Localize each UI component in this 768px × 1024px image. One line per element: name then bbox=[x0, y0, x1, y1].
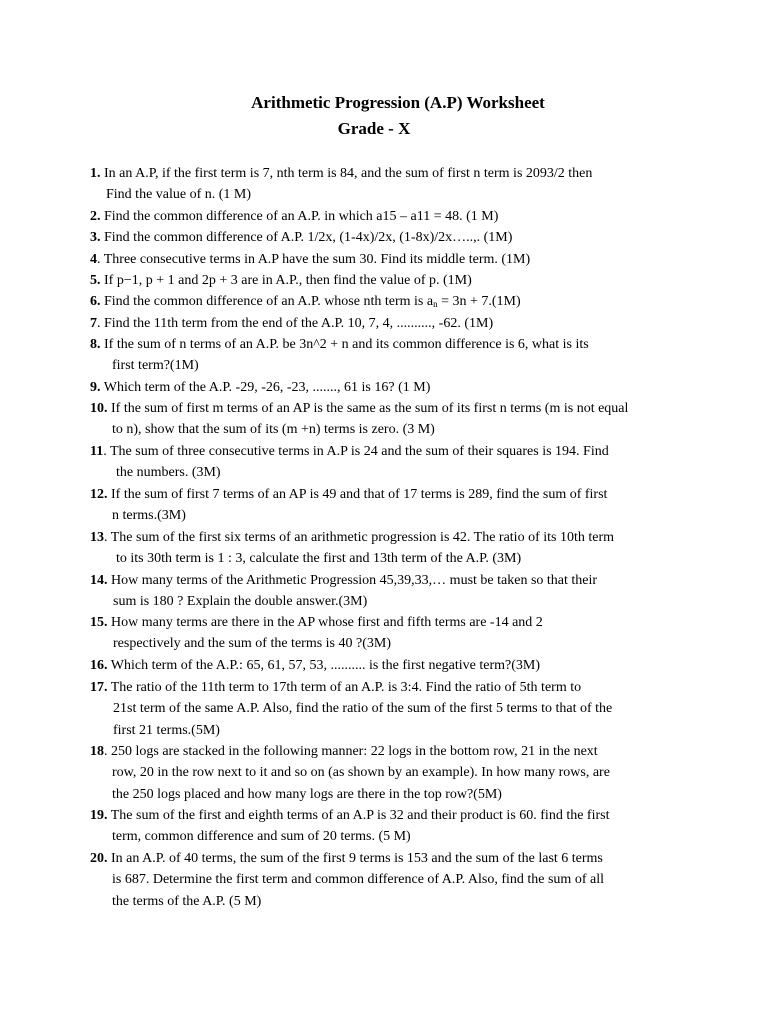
question-text-continued: the numbers. (3M) bbox=[116, 465, 221, 481]
question-text-continued: row, 20 in the row next to it and so on (as shown by an example). In how many rows, are bbox=[112, 765, 610, 781]
question-10 bbox=[90, 398, 690, 441]
question-text: The ratio of the 11th term to 17th term of an A.P. is 3:4. Find the ratio of 5th term to bbox=[107, 680, 582, 695]
question-text-continued: term, common difference and sum of 20 terms. (5 M) bbox=[112, 829, 411, 845]
page-title: Arithmetic Progression (A.P) Worksheet bbox=[251, 93, 545, 112]
question-number: 9. bbox=[90, 380, 101, 395]
question-number: 2. bbox=[90, 209, 101, 224]
question-text-continued: to its 30th term is 1 : 3, calculate the first and 13th term of the A.P. (3M) bbox=[116, 551, 522, 567]
question-text: . The sum of three consecutive terms in A.P is 24 and the sum of their squares is 194. Find bbox=[103, 444, 609, 459]
question-5 bbox=[90, 270, 690, 291]
question-16 bbox=[90, 655, 690, 676]
question-9 bbox=[90, 377, 690, 398]
question-4 bbox=[90, 249, 690, 270]
question-number: 12. bbox=[90, 487, 108, 502]
question-number: 19. bbox=[90, 808, 108, 823]
question-text-continued: respectively and the sum of the terms is 40 ?(3M) bbox=[113, 636, 391, 652]
question-text: Find the common difference of an A.P. in which a15 – a11 = 48. (1 M) bbox=[100, 209, 499, 224]
question-text: In an A.P. of 40 terms, the sum of the first 9 terms is 153 and the sum of the last 6 terms bbox=[107, 851, 603, 866]
question-text: If p−1, p + 1 and 2p + 3 are in A.P., then find the value of p. (1M) bbox=[100, 273, 472, 288]
question-19 bbox=[90, 805, 690, 848]
question-text: The sum of the first and eighth terms of an A.P is 32 and their product is 60. find the first bbox=[107, 808, 610, 823]
question-text-continued: is 687. Determine the first term and common difference of A.P. Also, find the sum of all bbox=[112, 872, 604, 888]
question-18 bbox=[90, 741, 690, 805]
question-text: In an A.P, if the first term is 7, nth term is 84, and the sum of first n term is 2093/2 then bbox=[100, 166, 593, 181]
question-number: 11 bbox=[90, 444, 104, 459]
question-text-continued: 21st term of the same A.P. Also, find the ratio of the sum of the first 5 terms to that of the bbox=[113, 701, 613, 717]
grade-label: Grade - X bbox=[337, 119, 411, 138]
question-text: Which term of the A.P. -29, -26, -23, ......., 61 is 16? (1 M) bbox=[100, 380, 431, 395]
question-2 bbox=[90, 206, 690, 227]
question-number: 15. bbox=[90, 615, 108, 630]
question-text-continued: the terms of the A.P. (5 M) bbox=[112, 893, 262, 909]
question-number: 7 bbox=[90, 316, 97, 331]
question-17 bbox=[90, 677, 690, 741]
question-text-tail: = 3n + 7.(1M) bbox=[437, 294, 521, 309]
question-number: 17. bbox=[90, 680, 108, 695]
question-text-continued: n terms.(3M) bbox=[112, 508, 186, 524]
question-number: 1. bbox=[90, 166, 101, 181]
question-text-continued: sum is 180 ? Explain the double answer.(3M) bbox=[113, 594, 368, 610]
question-text-continued: first term?(1M) bbox=[112, 358, 199, 374]
question-number: 14. bbox=[90, 573, 108, 588]
question-number: 8. bbox=[90, 337, 101, 352]
question-number: 13 bbox=[90, 530, 104, 545]
question-text: How many terms are there in the AP whose first and fifth terms are -14 and 2 bbox=[107, 615, 543, 630]
question-text: . Three consecutive terms in A.P have the sum 30. Find its middle term. (1M) bbox=[97, 252, 531, 267]
question-7 bbox=[90, 313, 690, 334]
question-number: 6. bbox=[90, 294, 101, 309]
question-6 bbox=[90, 291, 690, 312]
question-number: 10. bbox=[90, 401, 108, 416]
question-14 bbox=[90, 570, 690, 613]
question-13 bbox=[90, 527, 690, 570]
question-number: 5. bbox=[90, 273, 101, 288]
question-12 bbox=[90, 484, 690, 527]
question-text: If the sum of first 7 terms of an AP is 49 and that of 17 terms is 289, find the sum of first bbox=[107, 487, 608, 502]
question-8 bbox=[90, 334, 690, 377]
question-number: 20. bbox=[90, 851, 108, 866]
question-number: 3. bbox=[90, 230, 101, 245]
question-11 bbox=[90, 441, 690, 484]
question-text: . 250 logs are stacked in the following manner: 22 logs in the bottom row, 21 in the next bbox=[104, 744, 598, 759]
question-number: 18 bbox=[90, 744, 104, 759]
subscript-n: n bbox=[433, 299, 438, 309]
question-text: Find the common difference of A.P. 1/2x, (1-4x)/2x, (1-8x)/2x…..,. (1M) bbox=[100, 230, 513, 245]
question-number: 16. bbox=[90, 658, 108, 673]
question-text-continued: the 250 logs placed and how many logs are there in the top row?(5M) bbox=[112, 786, 502, 802]
question-text: Which term of the A.P.: 65, 61, 57, 53, .......... is the first negative term?(3M) bbox=[107, 658, 541, 673]
question-text-continued: first 21 terms.(5M) bbox=[113, 722, 220, 738]
question-3 bbox=[90, 227, 690, 248]
question-20 bbox=[90, 848, 690, 912]
question-1 bbox=[90, 163, 690, 206]
question-text-continued: Find the value of n. (1 M) bbox=[106, 187, 252, 203]
question-15 bbox=[90, 612, 690, 655]
question-number: 4 bbox=[90, 252, 97, 267]
question-text: . The sum of the first six terms of an arithmetic progression is 42. The ratio of its 10th term bbox=[104, 530, 615, 545]
question-text: . Find the 11th term from the end of the A.P. 10, 7, 4, .........., -62. (1M) bbox=[97, 316, 494, 331]
question-text: If the sum of first m terms of an AP is the same as the sum of its first n terms (m is not equal bbox=[107, 401, 629, 416]
question-text: If the sum of n terms of an A.P. be 3n^2 + n and its common difference is 6, what is its bbox=[100, 337, 589, 352]
question-text: How many terms of the Arithmetic Progression 45,39,33,… must be taken so that their bbox=[107, 573, 598, 588]
question-text-continued: to n), show that the sum of its (m +n) terms is zero. (3 M) bbox=[112, 422, 435, 438]
question-text: Find the common difference of an A.P. whose nth term is a bbox=[100, 294, 434, 309]
